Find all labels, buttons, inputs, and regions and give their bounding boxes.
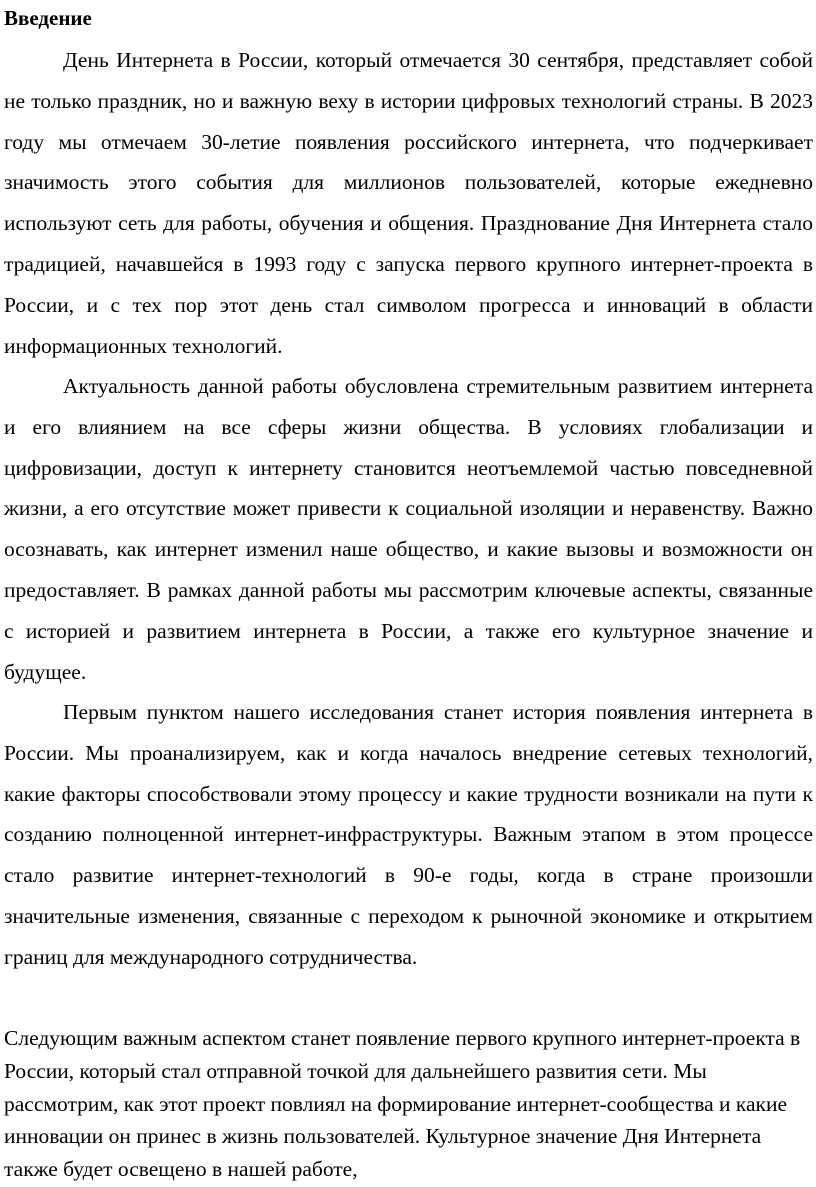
paragraph-intro: День Интернета в России, который отмечается 30 сентября, представляет собой не только праздник, но и важную веху в истории цифровых технологий страны. В 2023 году мы отмечаем 30-летие появления российского интернета, что подчеркивает значимость этого события для миллионов пользователей, которые ежедневно используют сеть для работы, обучения и общения. Празднование Дня Интернета стало традицией, начавшейся в 1993 году с запуска первого крупного интернет-проекта в России, и с тех пор этот день стал символом прогресса и инноваций в области информационных технологий. bbox=[4, 48, 813, 358]
section-heading: Введение bbox=[4, 6, 92, 30]
paragraph-relevance: Актуальность данной работы обусловлена стремительным развитием интернета и его влиянием на все сферы жизни общества. В условиях глобализации и цифровизации, доступ к интернету становится неотъемлемой частью повседневной жизни, а его отсутствие может привести к социальной изоляции и неравенству. Важно осознавать, как интернет изменил наше общество, и какие вызовы и возможности он предоставляет. В рамках данной работы мы рассмотрим ключевые аспекты, связанные с историей и развитием интернета в России, а также его культурное значение и будущее. bbox=[4, 374, 813, 684]
paragraph-history: Первым пунктом нашего исследования станет история появления интернета в России. Мы проанализируем, как и когда началось внедрение сетевых технологий, какие факторы способствовали этому процессу и какие трудности возникали на пути к созданию полноценной интернет-инфраструктуры. Важным этапом в этом процессе стало развитие интернет-технологий в 90-е годы, когда в стране произошли значительные изменения, связанные с переходом к рыночной экономике и открытием границ для международного сотрудничества. bbox=[4, 700, 813, 969]
paragraph-first-project: Следующим важным аспектом станет появление первого крупного интернет-проекта в России, который стал отправной точкой для дальнейшего развития сети. Мы рассмотрим, как этот проект повлиял на формирование интернет-сообщества и какие инновации он принес в жизнь пользователей. Культурное значение Дня Интернета также будет освещено в нашей работе, bbox=[4, 1026, 801, 1182]
